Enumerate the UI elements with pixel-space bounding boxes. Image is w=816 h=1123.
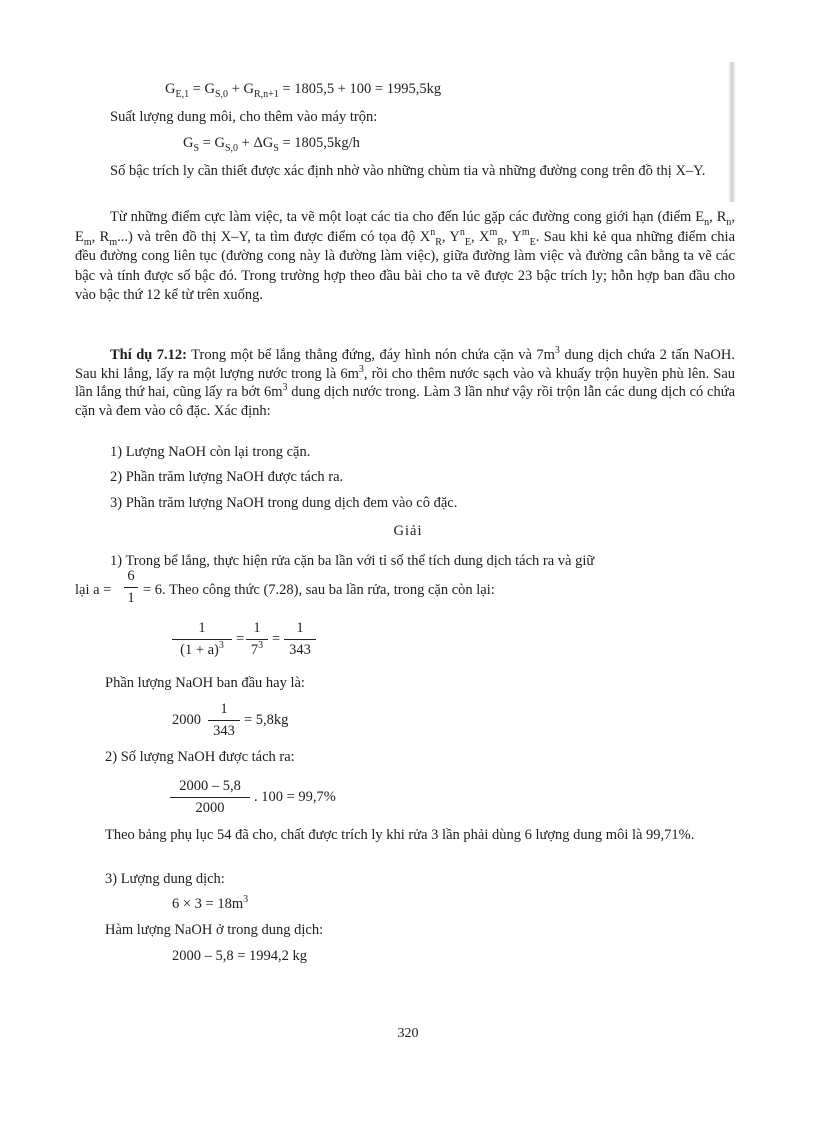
calc4: 2000 – 5,8 = 1994,2 kg bbox=[172, 948, 308, 964]
naoh-content-label: Hàm lượng NaOH ở trong dung dịch: bbox=[105, 922, 324, 938]
solution-2-label: 2) Số lượng NaOH được tách ra: bbox=[105, 749, 295, 765]
equals-sign: = bbox=[236, 631, 245, 647]
paragraph-stages: Số bậc trích ly cần thiết được xác định nhờ vào những chùm tia và những đường cong trên đồ thị X–Y. bbox=[110, 163, 706, 179]
task-3: 3) Phần trăm lượng NaOH trong dung dịch đem vào cô đặc. bbox=[110, 495, 458, 511]
fraction-a: 6 1 bbox=[124, 568, 138, 607]
fraction-calc2: 2000 – 5,8 2000 bbox=[170, 778, 250, 817]
scan-edge-shadow bbox=[728, 62, 736, 202]
task-2: 2) Phần trăm lượng NaOH được tách ra. bbox=[110, 469, 344, 485]
solvent-label: Suất lượng dung môi, cho thêm vào máy trộn: bbox=[110, 109, 378, 125]
solution-heading: Giải bbox=[393, 523, 423, 539]
fraction-one-over-1-plus-a-cubed: 1 $(1 + a)^3$ bbox=[172, 620, 232, 659]
solution-1-line2-start: lại a = bbox=[75, 582, 112, 598]
paragraph-table-ref: Theo bảng phụ lục 54 đã cho, chất được trích ly khi rửa 3 lần phải dùng 6 lượng dung môi là 99,71%. bbox=[105, 827, 695, 843]
fraction-one-over-343: 1 343 bbox=[284, 620, 316, 659]
task-1: 1) Lượng NaOH còn lại trong cặn. bbox=[110, 444, 311, 460]
equals-sign: = bbox=[272, 631, 281, 647]
calc1-result: = 5,8kg bbox=[244, 712, 289, 728]
calc2-result: . 100 = 99,7% bbox=[254, 789, 336, 805]
equation-g-e1: $G_{E,1} = G_{S,0} + G_{R,n+1} = 1805,5 + 100 = 1995,5kg$ bbox=[165, 81, 442, 100]
calc1-lead: 2000 bbox=[172, 712, 201, 728]
solution-3-label: 3) Lượng dung dịch: bbox=[105, 871, 225, 887]
paragraph-rays: Từ những điểm cực làm việc, ta vẽ một loạt các tia cho đến lúc gặp các đường cong giới hạn (điểm $E_n$, $R_n$, $E_m$, $R_m$...) và trên đồ thị X–Y, ta tìm được điểm có tọa độ $X^n_R$, $Y^n_E$, $X^m_R$, $Y^m_E$. Sau khi kẻ qua những điểm chia đều đường cong liên tục (đường cong này là đường làm việc), giữa đường làm việc và đường cân bằng ta vẽ các bậc và tính được số bậc đó. Trong trường hợp theo đầu bài cho ta vẽ được 23 bậc trích ly; hỗn hợp ban đầu cho vào bậc thứ 12 kể từ trên xuống. bbox=[75, 209, 736, 303]
naoh-initial-label: Phần lượng NaOH ban đầu hay là: bbox=[105, 675, 305, 691]
equation-g-s: $G_S = G_{S,0} + \Delta G_S = 1805,5kg/h$ bbox=[183, 135, 360, 154]
fraction-calc1: 1 343 bbox=[208, 701, 240, 740]
fraction-one-over-seven-cubed: 1 $7^3$ bbox=[246, 620, 268, 659]
calc3: $6 \times 3 = 18m^3$ bbox=[172, 894, 249, 912]
solution-1-line1: 1) Trong bể lắng, thực hiện rửa cặn ba lần với tỉ số thể tích dung dịch tách ra và giữ bbox=[110, 553, 595, 569]
paragraph-example: Thí dụ 7.12: Trong một bể lắng thẳng đứng, đáy hình nón chứa cặn và $7m^3$ dung dịch chứa 2 tấn NaOH. Sau khi lắng, lấy ra một lượng nước trong là $6m^3$, rồi cho thêm nước sạch vào và khuấy trộn huyền phù lên. Sau lần lắng thứ hai, cũng lấy ra bớt $6m^3$ dung dịch nước trong. Làm 3 lần như vậy rồi trộn lẫn các dung dịch có chứa cặn và đem vào cô đặc. Xác định: bbox=[75, 345, 736, 419]
solution-1-line2-end: = 6. Theo công thức (7.28), sau ba lần rửa, trong cặn còn lại: bbox=[143, 582, 495, 598]
page-number: 320 bbox=[397, 1026, 419, 1041]
